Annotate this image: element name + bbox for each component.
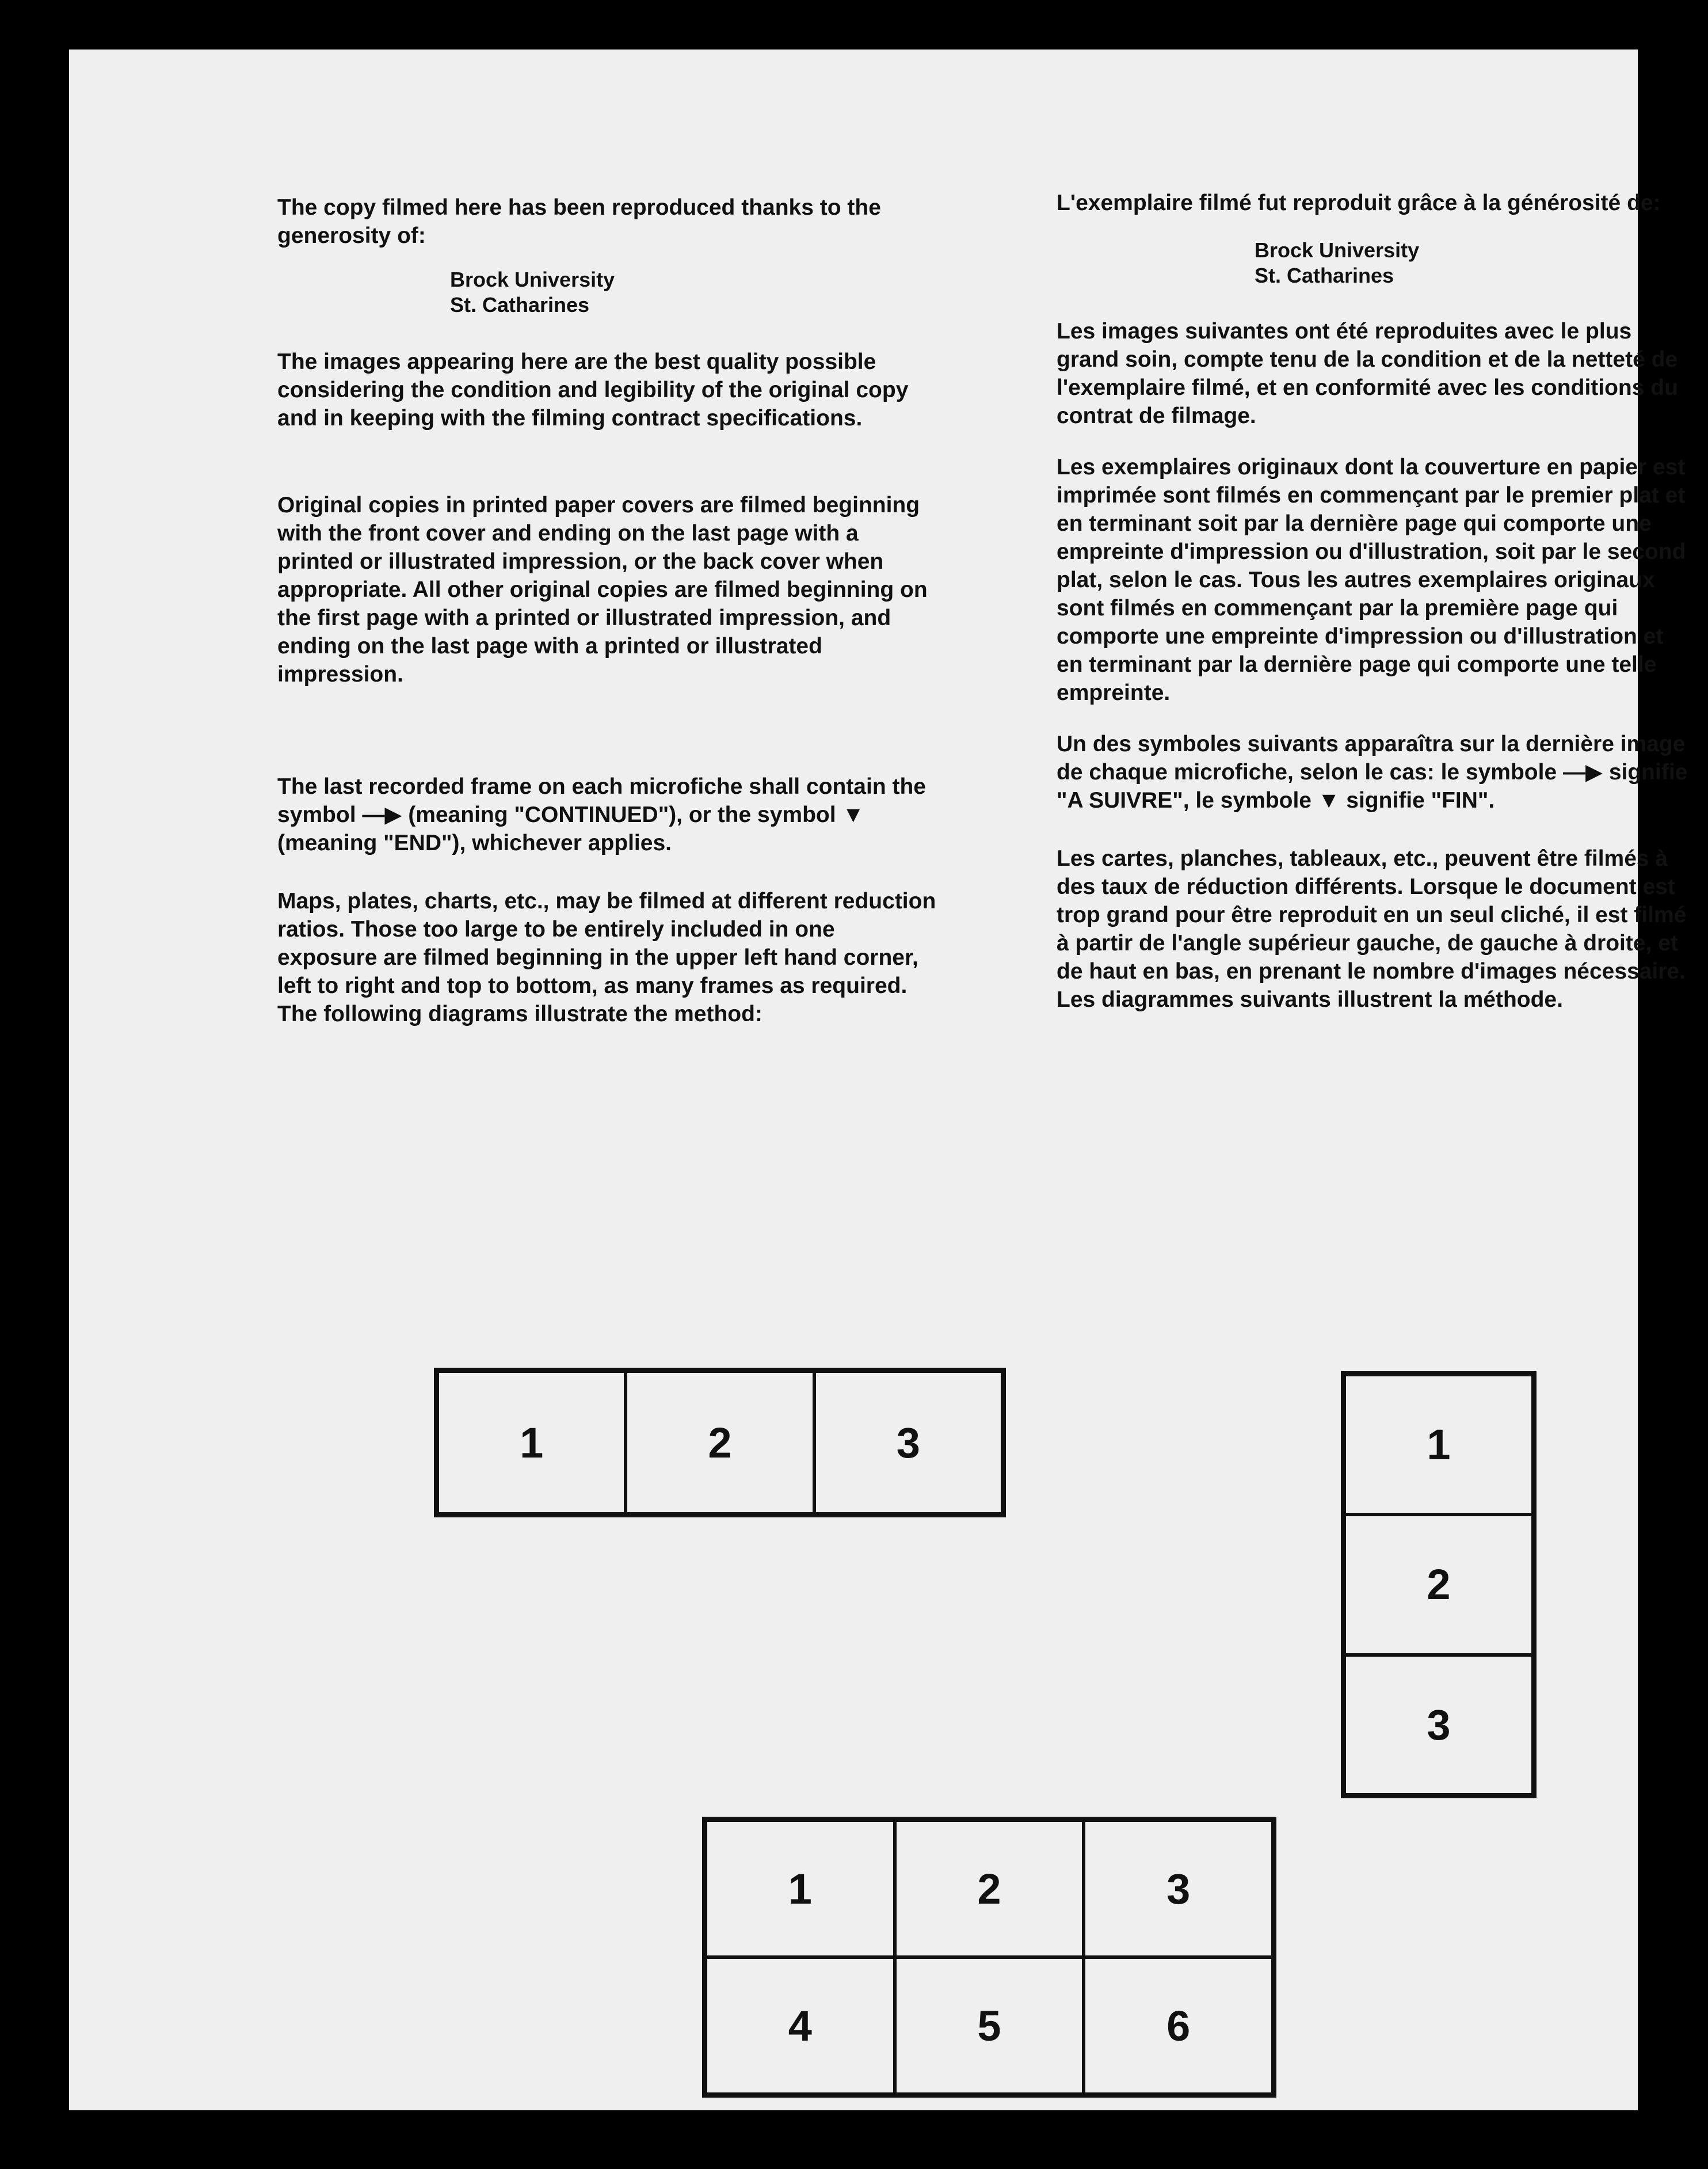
frame-cell: 2 (1344, 1515, 1533, 1654)
institution-city-fr: St. Catharines (1255, 264, 1394, 287)
french-column (1057, 189, 1695, 1014)
institution-fr (1255, 238, 1695, 288)
diagram-horizontal (434, 1368, 1006, 1517)
frame-cell: 3 (814, 1371, 1002, 1514)
diagram-grid (702, 1817, 1276, 2098)
frame-cell: 1 (437, 1371, 626, 1514)
frame-cell: 5 (895, 1957, 1084, 2094)
frame-cell: 6 (1084, 1957, 1273, 2094)
quality-text-en: The images appearing here are the best quality possible considering the condition and legibility of the original copy and in keeping with the filming contract specifications. (277, 349, 909, 431)
frame-cell: 3 (1084, 1820, 1273, 1957)
institution-en (450, 267, 939, 318)
frame-cell: 1 (706, 1820, 895, 1957)
covers-text-en: Original copies in printed paper covers are filmed beginning with the front cover and ending on the last page with a printed or illustrated impression, or the back cover when appropriate. All other original copies are filmed beginning on the first page with a printed or illustrated impression, and ending on the last page with a printed or illustrated impression. (277, 493, 928, 687)
intro-text-fr: L'exemplaire filmé fut reproduit grâce à la générosité de: (1057, 191, 1661, 215)
institution-name-en: Brock University (450, 268, 615, 291)
frame-cell: 2 (626, 1371, 814, 1514)
frame-cell: 1 (1344, 1375, 1533, 1515)
institution-name-fr: Brock University (1255, 238, 1420, 262)
diagram-vertical (1341, 1371, 1537, 1798)
maps-text-fr: Les cartes, planches, tableaux, etc., peuvent être filmés à des taux de réduction différents. Lorsque le document est trop grand pour être reproduit en un seul cliché, il est filmé à partir de l'angle supérieur gauche, de gauche à droite, et de haut en bas, en prenant le nombre d'images nécessaire. Les diagrammes suivants illustrent la méthode. (1057, 846, 1687, 1012)
maps-text-en: Maps, plates, charts, etc., may be filmed at different reduction ratios. Those too large to be entirely included in one exposure are filmed beginning in the upper left hand corner, left to right and top to bottom, as many frames as required. The following diagrams illustrate the method: (277, 889, 936, 1026)
symbols-text-fr: Un des symboles suivants apparaîtra sur la dernière image de chaque microfiche, selon le cas: le symbole —▶ signifie "A SUIVRE", le symbole ▼ signifie "FIN". (1057, 732, 1688, 813)
covers-text-fr: Les exemplaires originaux dont la couverture en papier est imprimée sont filmés en commençant par le premier plat et en terminant soit par la dernière page qui comporte une empreinte d'impression ou d'illustration, soit par le second plat, selon le cas. Tous les autres exemplaires originaux sont filmés en commençant par la première page qui comporte une empreinte d'impression ou d'illustration et en terminant par la dernière page qui comporte une telle empreinte. (1057, 455, 1686, 705)
symbols-text-en: The last recorded frame on each microfiche shall contain the symbol —▶ (meaning "CONTINUED"), or the symbol ▼ (meaning "END"), whichever applies. (277, 774, 926, 855)
frame-cell: 2 (895, 1820, 1084, 1957)
frame-cell: 4 (706, 1957, 895, 2094)
document-page (69, 50, 1688, 2110)
intro-text-en: The copy filmed here has been reproduced thanks to the generosity of: (277, 195, 881, 248)
institution-city-en: St. Catharines (450, 293, 590, 317)
quality-text-fr: Les images suivantes ont été reproduites avec le plus grand soin, compte tenu de la condition et de la netteté de l'exemplaire filmé, et en conformité avec les conditions du contrat de filmage. (1057, 319, 1678, 428)
english-column (277, 193, 939, 1028)
frame-cell: 3 (1344, 1655, 1533, 1795)
